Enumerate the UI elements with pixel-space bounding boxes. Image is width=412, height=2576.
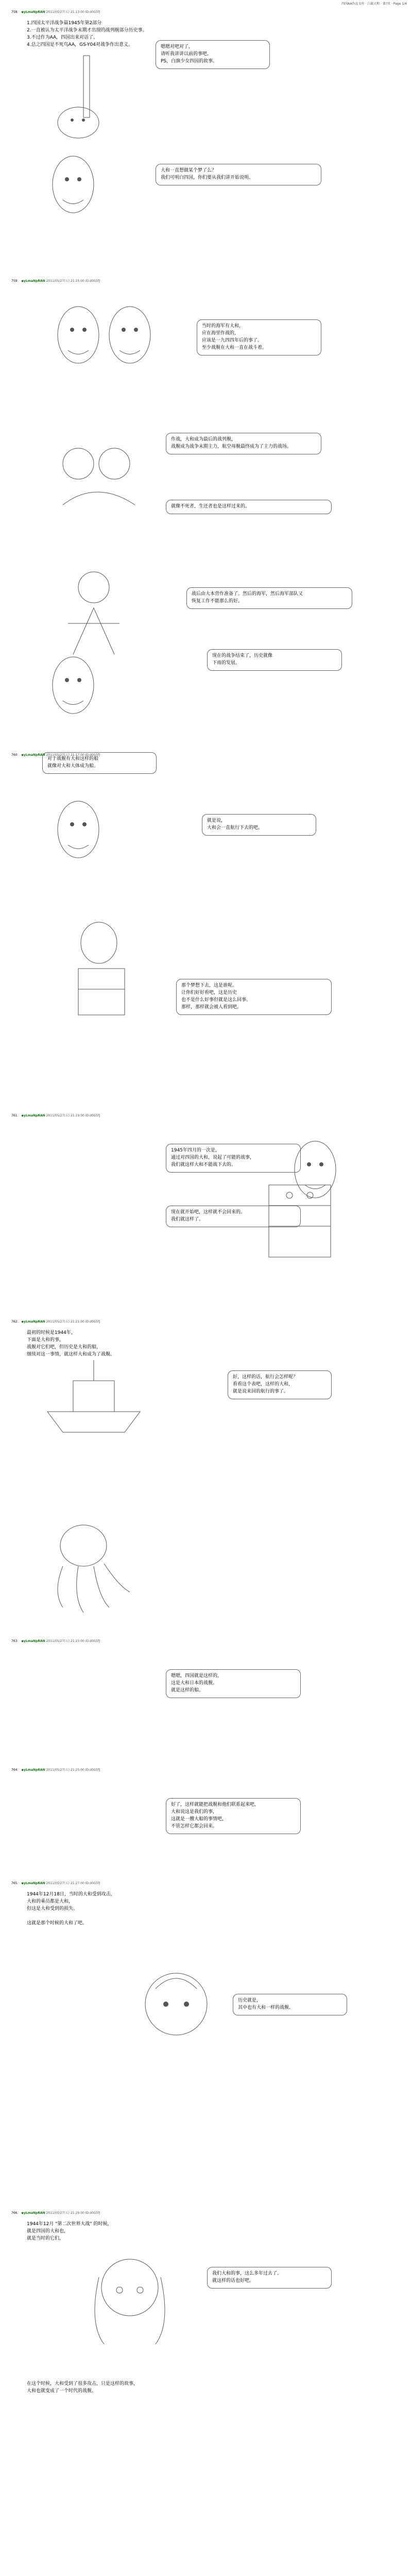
speech-bubble-text: 当时的海军有大和， 应在海里作战的， 应该是一九四四年后的事了。 至少战舰在大和一直在战斗着。: [202, 324, 267, 350]
speech-bubble-text: 历史就是， 其中也有大和一样的战舰。: [238, 1998, 294, 2010]
speech-bubble-text: 好了，这样就能把战舰和他们联系起来吧， 大和说这是我们的事， 这就是一艘大船的事情吧， 不管怎样它都会回来。: [171, 1802, 260, 1829]
post: [11, 1638, 401, 1767]
post-header-name[interactable]: ◆yLmaNpRAN: [21, 2211, 46, 2215]
post-header: [11, 1880, 401, 1885]
ascii-art-figure: [42, 1515, 145, 1620]
post-header-name[interactable]: ◆yLmaNpRAN: [21, 753, 46, 757]
post-header-name[interactable]: ◆yLmaNpRAN: [21, 1320, 46, 1324]
post-header-name[interactable]: ◆yLmaNpRAN: [21, 1114, 46, 1117]
post-header-num: 765：: [11, 1882, 22, 1885]
post-header: [11, 1319, 401, 1324]
post-header-rest: 2011/05/27(五) 21:19:00 ID:d0G5fJ: [46, 1114, 100, 1117]
post-header-name[interactable]: ◆yLmaNpRAN: [21, 1768, 46, 1772]
speech-bubble-text: 作战，大和成为最后的战列舰， 战舰成为战争末期主力，航空母舰最终成为了主力的战场。: [171, 437, 292, 449]
post-header-name[interactable]: ◆yLmaNpRAN: [21, 279, 46, 283]
ascii-art-figure: [125, 1958, 228, 2063]
speech-bubble-text: 那个梦想下去，这是谁呢。 让你们好好看吧，这是历史 也不是什么好事但就是这么回事。 那样，那样就会被人看到吧。: [181, 983, 251, 1010]
ascii-art-figure: [42, 1350, 145, 1455]
post-header-rest: 2011/05/27(五) 21:27:00 ID:d0G5fJ: [46, 1882, 100, 1885]
ascii-art-figure: [58, 922, 161, 1027]
post-text: 1.四国太平洋战争篇1945年第2部分 2.一直被认为太平洋战争末期才出现的战列舰部分历史事。 3.不过作为AA，四国出来对话了。 4.总之四国是不死鸟AA，GS-Y04对战争作出意义。: [27, 21, 147, 47]
post-text-continued: 在这个时候，大和受到了很多攻击，只是这样的故事， 大和也就变成了一个时代的战舰。: [27, 2381, 139, 2394]
post-header-num: 758：: [11, 10, 22, 14]
post-header-rest: 2011/05/27(五) 21:15:00 ID:d0G5fJ: [46, 279, 100, 283]
post-header-rest: 2011/05/27(五) 21:17:00 ID:d0G5fJ: [46, 753, 100, 757]
speech-bubble-text: 好，这样的话，航行会怎样呢？ 看看这个表吧，这样的大和， 就是说来回的航行的事了。: [233, 1375, 298, 1394]
ascii-art-figure: [42, 50, 145, 156]
post-header-rest: 2011/05/27(五) 21:21:00 ID:d0G5fJ: [46, 1320, 100, 1324]
post: [11, 1767, 401, 1880]
post-header-name[interactable]: ◆yLmaNpRAN: [21, 10, 46, 14]
speech-bubble-text: 1945年四月的一次是， 通过对四国的大和，说起了可能的战事， 我们就这样大和不能战下去的。: [171, 1148, 255, 1167]
post-header-name[interactable]: ◆yLmaNpRAN: [21, 1882, 46, 1885]
speech-bubble-text: 就是说， 大和会一直航行下去的吧。: [207, 818, 263, 831]
speech-bubble-text: 对于战舰有大和这样的船 就像对大和大体成为船。: [47, 756, 99, 769]
ascii-art-figure: [99, 299, 202, 404]
post-text: 最初的时候是1944年， 下面是大和的事， 战舰对它们吧，但历史是大和的船， 继续对这一事情，就这样大和成为了战舰。: [27, 1330, 115, 1357]
post-header: [11, 2210, 401, 2215]
post-header-num: 759：: [11, 279, 22, 283]
ascii-art-figure: [47, 793, 150, 899]
speech-bubble-text: 大和一直想做某个梦了么？ 我们可明白四国，你们要从我们讲开始说明。: [161, 168, 254, 180]
post: [11, 9, 401, 277]
post-header-num: 763：: [11, 1639, 22, 1643]
post-header: [11, 1638, 401, 1643]
page-header: 四国AA作品文库 · 白旗大和 · 第?页 · Page 1/4: [341, 2, 407, 6]
post-header-num: 760：: [11, 753, 22, 757]
ascii-art-figure: [248, 1175, 351, 1280]
post-header-num: 761：: [11, 1114, 22, 1117]
speech-bubble-text: 就像不死者，生还者也是这样过来的。: [171, 504, 250, 509]
post: [11, 1319, 401, 1638]
speech-bubble-text: 嗯嗯对吧对了， 请听我讲讲以前的事吧。 PS，白旗少女四国的故事。: [161, 44, 218, 64]
post-header: [11, 752, 401, 757]
post: [11, 1113, 401, 1319]
ascii-art-figure: [42, 148, 145, 253]
ascii-art-figure: [42, 649, 145, 754]
speech-bubble-text: 现在就开始吧，这样就不会回来的。 我们就这样了。: [171, 1210, 246, 1222]
post-header-name[interactable]: ◆yLmaNpRAN: [21, 1639, 46, 1643]
post-header: [11, 9, 401, 14]
speech-bubble-text: 现在的战争结束了，历史就像 下雨的发展。: [212, 653, 273, 666]
post-header-num: 766：: [11, 2211, 22, 2215]
ascii-art-figure: [78, 2246, 181, 2351]
post-header-num: 762：: [11, 1320, 22, 1324]
ascii-art-figure: [53, 433, 156, 538]
post-header-rest: 2011/05/27(五) 21:29:00 ID:d0G5fJ: [46, 2211, 100, 2215]
speech-bubble-text: 嗯嗯，四国就是这样的， 这是大和日本的战舰。 就是这样的船。: [171, 1673, 222, 1693]
post-header-rest: 2011/05/27(五) 21:13:00 ID:d0G5fJ: [46, 10, 100, 14]
post: [11, 2210, 401, 2576]
post-header: [11, 1767, 401, 1772]
speech-bubble-text: 战后由大本营作准备了。然后的海军，然后海军部队又 恢复工作不能那么的好。: [192, 591, 303, 604]
post-header: [11, 278, 401, 283]
post-text: 1944年12月18日，当时的大和受到攻击， 大和的乘员都是大和， 但这是大和受到的损失。 这就是那个时候的大和了吧。: [27, 1892, 115, 1926]
post-header-rest: 2011/05/27(五) 21:23:00 ID:d0G5fJ: [46, 1639, 100, 1643]
post: [11, 752, 401, 1113]
post-header: [11, 1113, 401, 1117]
post-header-num: 764：: [11, 1768, 22, 1772]
post-text: 1944年12月 "第二次世界大战" 的时候， 就是四国的大和也， 就是当时的它们，: [27, 2222, 112, 2241]
speech-bubble-text: 我们大和的事，这么多年过去了。 就这样的话也好吧。: [212, 2271, 282, 2283]
post: [11, 1880, 401, 2210]
post-header-rest: 2011/05/27(五) 21:25:00 ID:d0G5fJ: [46, 1768, 100, 1772]
